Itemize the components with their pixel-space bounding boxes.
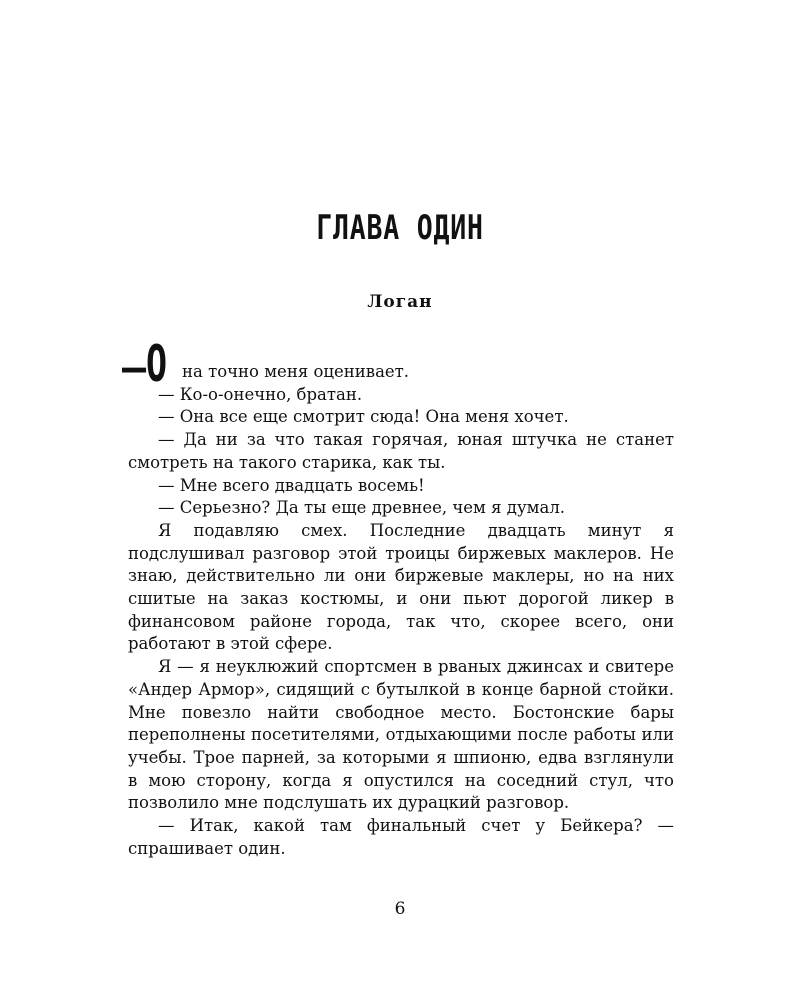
paragraph: — Итак, какой там финальный счет у Бейкера? — спрашивает один. [128,816,674,858]
paragraph: — Да ни за что такая горячая, юная штучка не станет смотреть на такого старика, как ты. [128,430,674,472]
paragraph: — Серьезно? Да ты еще древнее, чем я думал. [158,498,566,518]
paragraph: — Мне всего двадцать восемь! [158,475,425,495]
page-number: 6 [394,899,406,919]
paragraph-opening-text: на точно меня оценивает. [182,362,410,381]
drop-cap [122,335,176,393]
paragraph: Я подавляю смех. Последние двадцать минут я подслушивал разговор этой троицы биржевых маклеров. Не знаю, действительно ли они биржевые маклеры, но на них сшитые на заказ костюмы, и они пьют дорогой ликер в финансовом районе города, так что, скорее всего, они работают в этой сфере. [128,520,674,654]
drop-cap-letter: О [146,335,168,393]
paragraph: Я — я неуклюжий спортсмен в рваных джинсах и свитере «Андер Армор», сидящий с бутылкой в конце барной стойки. Мне повезло найти свободное место. Бостонские бары переполнены посетителями, отдыхающими после работы или учебы. Трое парней, за которыми я шпионю, едва взглянули в мою сторону, когда я опустился на соседний стул, что позволило мне подслушать их дурацкий разговор. [128,657,674,813]
chapter-body [122,330,674,860]
paragraph: — Ко-о-онечно, братан. [158,384,363,404]
pov-character-name: Логан [367,292,433,312]
paragraph: — Она все еще смотрит сюда! Она меня хочет. [158,407,569,427]
chapter-title: ГЛАВА ОДИН [316,208,484,248]
paragraph-opening [128,361,674,384]
drop-cap-dash: – [122,345,147,391]
